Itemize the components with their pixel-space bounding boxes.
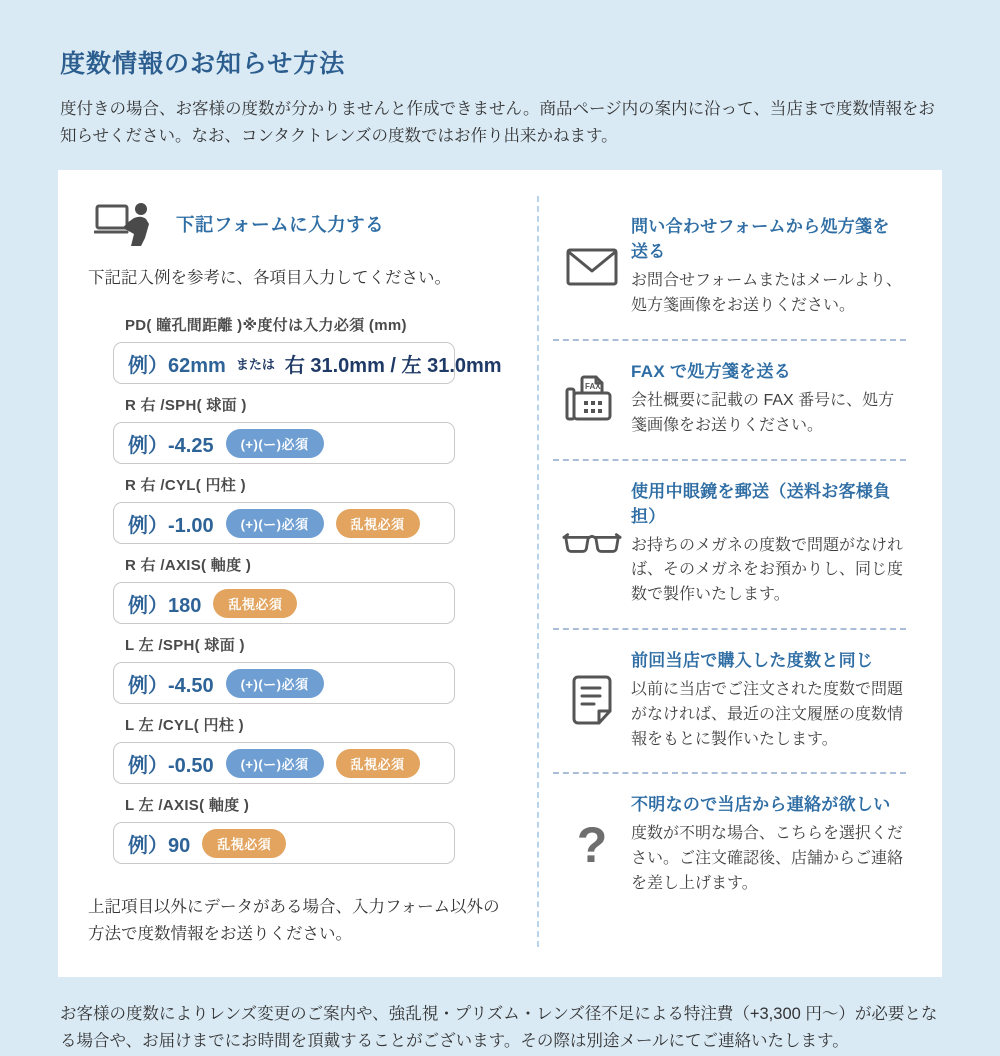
question-icon: ?	[576, 816, 608, 873]
method-mail-glasses	[553, 459, 906, 628]
field-example-r-cyl	[113, 502, 455, 544]
method-title: FAX で処方箋を送る	[631, 362, 792, 382]
method-title: 問い合わせフォームから処方箋を送る	[631, 217, 890, 262]
field-example-l-sph	[113, 662, 455, 704]
footer-note: お客様の度数によりレンズ変更のご案内や、強乱視・プリズム・レンズ径不足による特注費（+3,300 円〜）が必要となる場合や、お届けまでにお時間を頂戴することがございます。その際は別途メールにてご連絡いたします。	[60, 1005, 938, 1051]
info-card	[58, 170, 942, 977]
field-label-l-cyl: L 左 /CYL( 円柱 )	[125, 717, 244, 735]
field-example-l-cyl	[113, 742, 455, 784]
badge-astigmatism-required: 乱視必須	[336, 509, 420, 538]
field-example-l-axis	[113, 822, 455, 864]
form-column	[58, 196, 539, 947]
field-example-value: 例）90	[128, 834, 191, 857]
method-body: 会社概要に記載の FAX 番号に、処方箋画像をお送りください。	[631, 392, 895, 434]
method-title: 使用中眼鏡を郵送（送料お客様負担）	[631, 481, 891, 526]
method-text	[631, 475, 906, 608]
methods-column	[539, 196, 942, 947]
method-text	[631, 355, 906, 439]
method-title: 前回当店で購入した度数と同じ	[631, 651, 874, 671]
method-body: お持ちのメガネの度数で問題がなければ、そのメガネをお預かりし、同じ度数で製作いたします。	[631, 536, 904, 604]
person-at-computer-icon	[94, 202, 156, 246]
method-text	[631, 210, 906, 319]
badge-astigmatism-required: 乱視必須	[336, 749, 420, 778]
field-example-value: 例）-1.00	[128, 514, 214, 537]
page-title: 度数情報のお知らせ方法	[60, 50, 346, 78]
method-body: お問合せフォームまたはメールより、処方箋画像をお送りください。	[631, 272, 902, 315]
method-body: 度数が不明な場合、こちらを選択ください。ご注文確認後、店舗からご連絡を差し上げます。	[631, 825, 904, 892]
field-label-l-sph: L 左 /SPH( 球面 )	[125, 637, 245, 655]
field-example-value: 例）-4.50	[128, 674, 214, 697]
field-example-value: 例）-4.25	[128, 434, 214, 457]
form-heading: 下記フォームに入力する	[176, 214, 385, 236]
field-example-or: または	[235, 356, 275, 372]
form-header	[94, 202, 503, 246]
field-label-r-sph: R 右 /SPH( 球面 )	[125, 397, 247, 415]
field-example-r-axis	[113, 582, 455, 624]
glasses-icon	[553, 475, 631, 608]
field-example-value: 例）-0.50	[128, 754, 214, 777]
badge-astigmatism-required: 乱視必須	[213, 589, 297, 618]
field-label-r-cyl: R 右 /CYL( 円柱 )	[125, 477, 246, 495]
badge-astigmatism-required: 乱視必須	[202, 829, 286, 858]
badge-plus-minus-required: (+)(ー)必須	[226, 669, 324, 698]
form-fields	[113, 314, 502, 864]
document-icon	[553, 644, 631, 752]
envelope-icon	[553, 210, 631, 319]
form-instruction: 下記記入例を参考に、各項目入力してください。	[88, 269, 451, 288]
method-unknown-contact	[553, 772, 906, 916]
method-fax	[553, 339, 906, 459]
method-contact-form	[553, 196, 906, 339]
method-body: 以前に当店でご注文された度数で問題がなければ、最近の注文履歴の度数情報をもとに製作いたします。	[631, 681, 904, 748]
field-example-pd	[113, 342, 502, 384]
field-label-l-axis: L 左 /AXIS( 軸度 )	[125, 797, 250, 815]
badge-plus-minus-required: (+)(ー)必須	[226, 429, 324, 458]
field-example-value: 例）180	[128, 594, 202, 617]
svg-text:FAX: FAX	[585, 381, 601, 391]
field-label-pd: PD( 瞳孔間距離 )※度付は入力必須 (mm)	[125, 317, 407, 335]
form-note: 上記項目以外にデータがある場合、入力フォーム以外の方法で度数情報をお送りください。	[88, 898, 500, 943]
field-example-r-sph	[113, 422, 455, 464]
method-previous-order	[553, 628, 906, 772]
field-label-r-axis: R 右 /AXIS( 軸度 )	[125, 557, 252, 575]
field-example-value: 例）62mm	[128, 354, 226, 377]
method-text	[631, 644, 906, 752]
fax-icon	[553, 355, 631, 439]
badge-plus-minus-required: (+)(ー)必須	[226, 509, 324, 538]
field-example-lr: 右 31.0mm / 左 31.0mm	[284, 354, 502, 377]
method-title: 不明なので当店から連絡が欲しい	[631, 795, 891, 815]
badge-plus-minus-required: (+)(ー)必須	[226, 749, 324, 778]
intro-text: 度付きの場合、お客様の度数が分かりませんと作成できません。商品ページ内の案内に沿って、当店まで度数情報をお知らせください。なお、コンタクトレンズの度数ではお作り出来かねます。	[60, 100, 935, 146]
method-text	[631, 788, 906, 896]
